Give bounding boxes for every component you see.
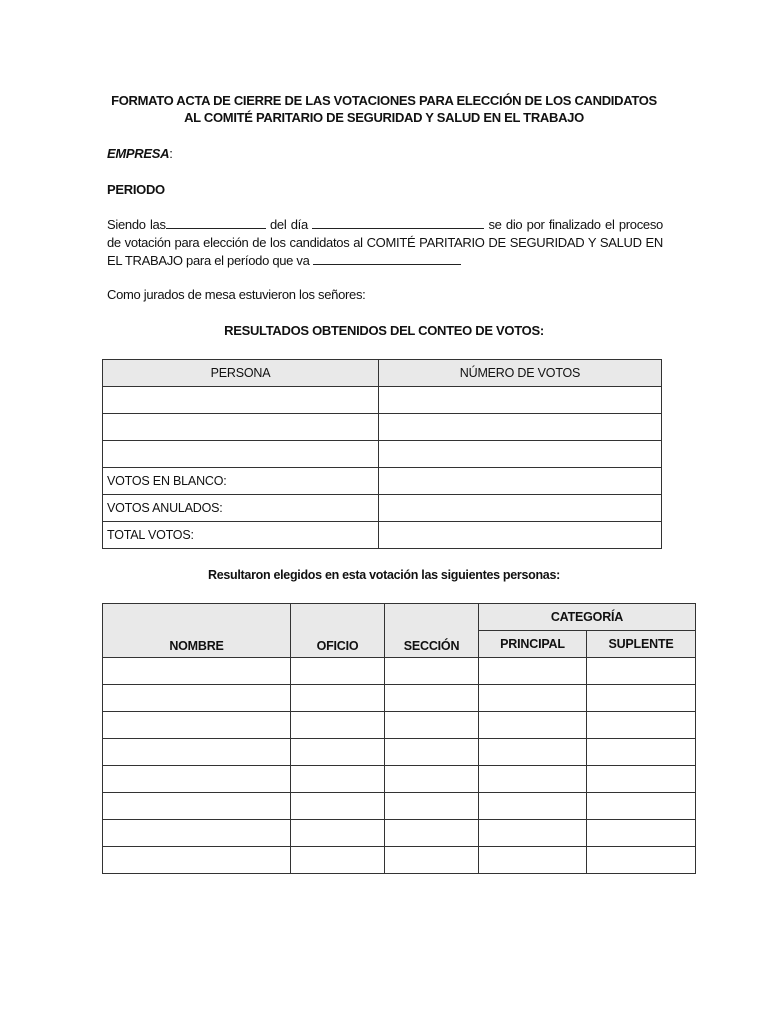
suplente-cell[interactable] — [587, 712, 696, 739]
persona-cell[interactable] — [103, 441, 379, 468]
nombre-cell[interactable] — [103, 820, 291, 847]
seccion-cell[interactable] — [385, 739, 479, 766]
suplente-cell[interactable] — [587, 847, 696, 874]
votos-cell[interactable] — [379, 387, 662, 414]
period-blank-line[interactable] — [313, 253, 461, 265]
nombre-cell[interactable] — [103, 766, 291, 793]
principal-cell[interactable] — [479, 712, 587, 739]
table-row — [103, 685, 696, 712]
votos-cell[interactable] — [379, 441, 662, 468]
time-blank-line[interactable] — [166, 217, 266, 229]
elected-table — [102, 603, 696, 874]
votes-table — [102, 359, 662, 549]
table-row — [103, 739, 696, 766]
day-blank-line[interactable] — [312, 217, 484, 229]
elected-table-header-row-1 — [103, 604, 696, 631]
nombre-cell[interactable] — [103, 685, 291, 712]
col-suplente-header: SUPLENTE — [587, 631, 696, 658]
table-row — [103, 522, 662, 549]
title-line-1: FORMATO ACTA DE CIERRE DE LAS VOTACIONES PARA ELECCIÓN DE LOS CANDIDATOS — [111, 93, 657, 108]
persona-cell[interactable] — [103, 387, 379, 414]
suplente-cell[interactable] — [587, 766, 696, 793]
title-line-2: AL COMITÉ PARITARIO DE SEGURIDAD Y SALUD EN EL TRABAJO — [184, 110, 584, 125]
closing-paragraph: Siendo las del día se dio por finalizado el proceso de votación para elección de los candidatos al COMITÉ PARITARIO DE SEGURIDAD Y SALUD EN EL TRABAJO para el período que va — [107, 217, 663, 268]
periodo-label: PERIODO — [107, 182, 165, 197]
principal-cell[interactable] — [479, 766, 587, 793]
principal-cell[interactable] — [479, 793, 587, 820]
table-row — [103, 658, 696, 685]
row-label: VOTOS ANULADOS: — [103, 495, 379, 522]
seccion-cell[interactable] — [385, 847, 479, 874]
votes-table-header — [103, 360, 662, 387]
col-principal-header: PRINCIPAL — [479, 631, 587, 658]
principal-cell[interactable] — [479, 847, 587, 874]
row-label: TOTAL VOTOS: — [103, 522, 379, 549]
row-label: VOTOS EN BLANCO: — [103, 468, 379, 495]
nombre-cell[interactable] — [103, 847, 291, 874]
oficio-cell[interactable] — [291, 685, 385, 712]
seccion-cell[interactable] — [385, 712, 479, 739]
oficio-cell[interactable] — [291, 658, 385, 685]
col-persona-header: PERSONA — [103, 360, 379, 387]
col-oficio-header: OFICIO — [291, 604, 385, 658]
empresa-label: EMPRESA: — [107, 146, 173, 161]
nombre-cell[interactable] — [103, 793, 291, 820]
seccion-cell[interactable] — [385, 685, 479, 712]
oficio-cell[interactable] — [291, 793, 385, 820]
table-row — [103, 387, 662, 414]
nombre-cell[interactable] — [103, 739, 291, 766]
table-row — [103, 495, 662, 522]
nombre-cell[interactable] — [103, 658, 291, 685]
votos-cell[interactable] — [379, 522, 662, 549]
table-row — [103, 468, 662, 495]
seccion-cell[interactable] — [385, 766, 479, 793]
col-nombre-header: NOMBRE — [103, 604, 291, 658]
table-row — [103, 712, 696, 739]
seccion-cell[interactable] — [385, 658, 479, 685]
votos-cell[interactable] — [379, 495, 662, 522]
oficio-cell[interactable] — [291, 847, 385, 874]
results-title: RESULTADOS OBTENIDOS DEL CONTEO DE VOTOS: — [224, 323, 544, 338]
principal-cell[interactable] — [479, 820, 587, 847]
nombre-cell[interactable] — [103, 712, 291, 739]
suplente-cell[interactable] — [587, 820, 696, 847]
oficio-cell[interactable] — [291, 712, 385, 739]
table-row — [103, 766, 696, 793]
principal-cell[interactable] — [479, 685, 587, 712]
seccion-cell[interactable] — [385, 820, 479, 847]
col-categoria-header: CATEGORÍA — [479, 604, 696, 631]
principal-cell[interactable] — [479, 739, 587, 766]
oficio-cell[interactable] — [291, 739, 385, 766]
table-row — [103, 793, 696, 820]
col-seccion-header: SECCIÓN — [385, 604, 479, 658]
table-row — [103, 820, 696, 847]
document-title — [60, 92, 708, 126]
votos-cell[interactable] — [379, 468, 662, 495]
oficio-cell[interactable] — [291, 766, 385, 793]
suplente-cell[interactable] — [587, 658, 696, 685]
table-row — [103, 441, 662, 468]
table-row — [103, 414, 662, 441]
persona-cell[interactable] — [103, 414, 379, 441]
col-votos-header: NÚMERO DE VOTOS — [379, 360, 662, 387]
seccion-cell[interactable] — [385, 793, 479, 820]
suplente-cell[interactable] — [587, 739, 696, 766]
table-row — [103, 847, 696, 874]
suplente-cell[interactable] — [587, 793, 696, 820]
suplente-cell[interactable] — [587, 685, 696, 712]
elected-title: Resultaron elegidos en esta votación las siguientes personas: — [208, 568, 560, 582]
jurados-text: Como jurados de mesa estuvieron los señores: — [107, 287, 366, 302]
principal-cell[interactable] — [479, 658, 587, 685]
oficio-cell[interactable] — [291, 820, 385, 847]
votos-cell[interactable] — [379, 414, 662, 441]
